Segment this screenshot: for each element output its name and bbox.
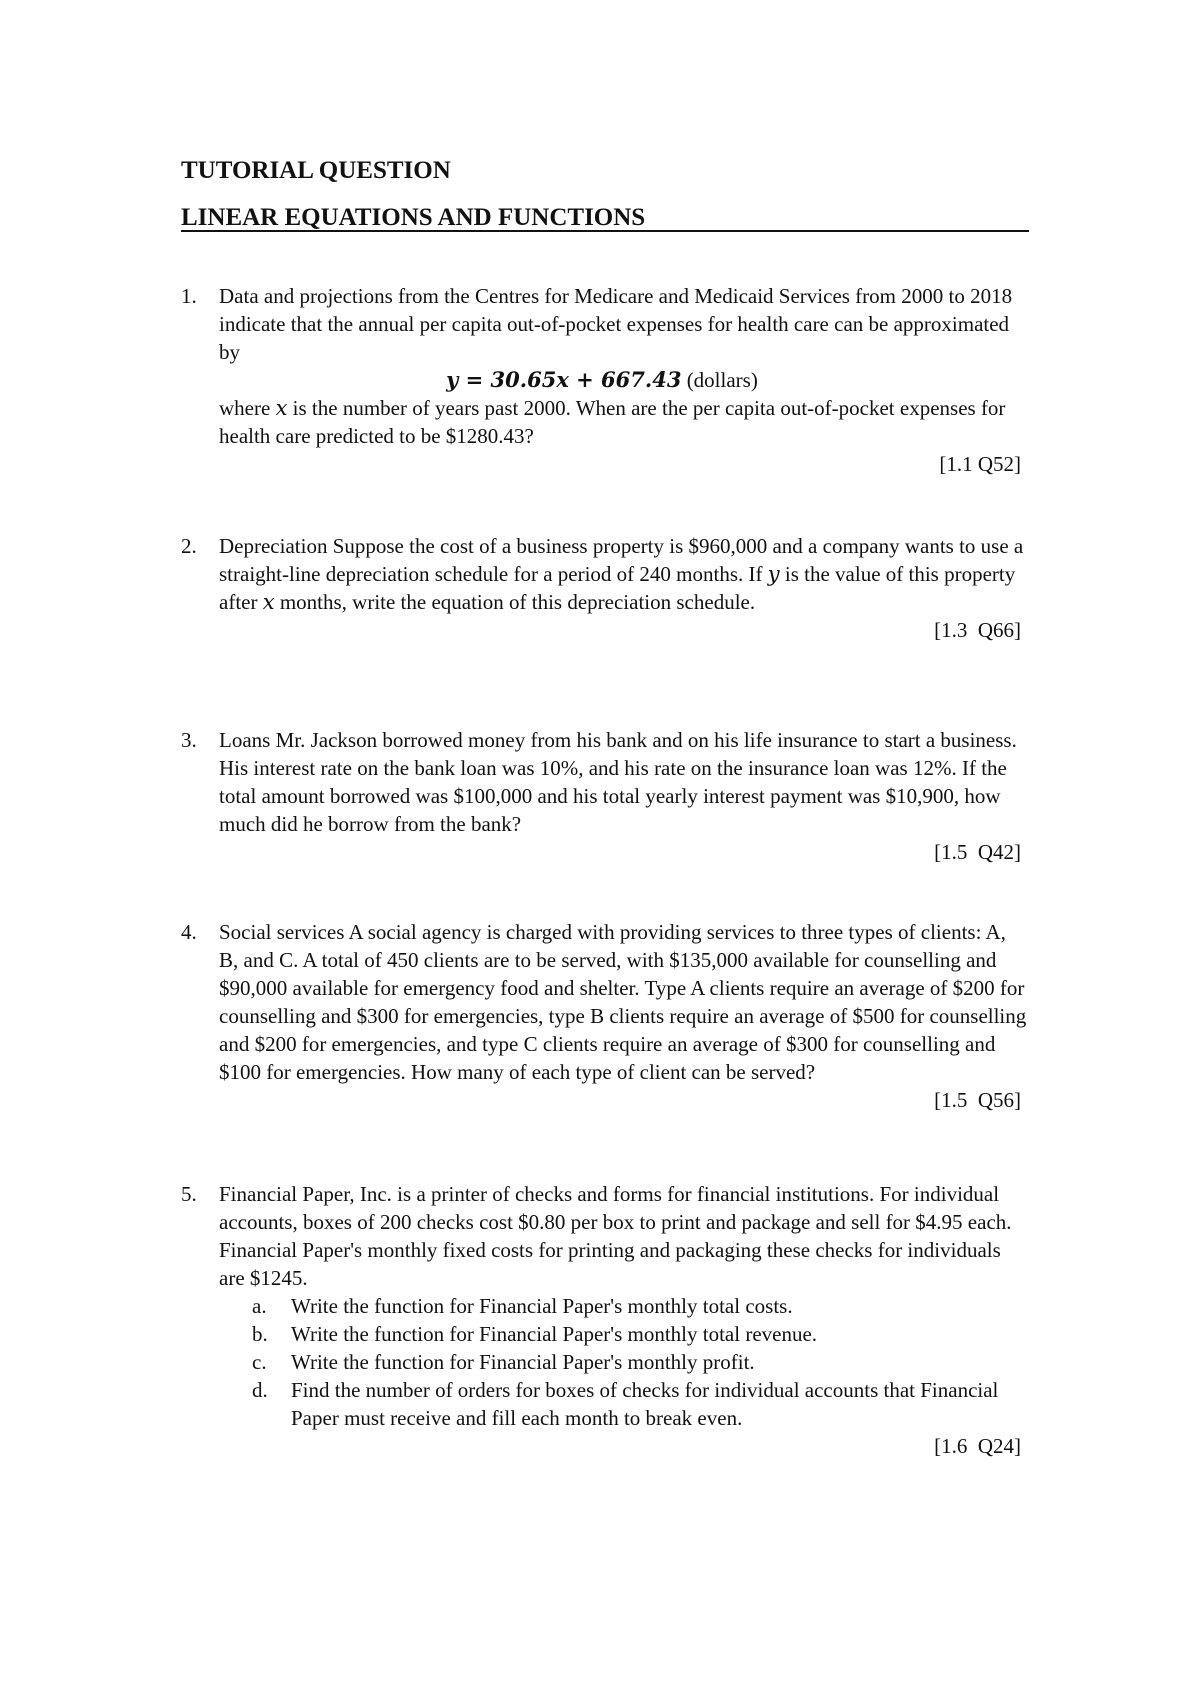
question-number: 3. xyxy=(181,728,197,752)
question-2 xyxy=(181,532,1024,644)
question-text: Data and projections from the Centres for Medicare and Medicaid Services from 2000 to 2018 indicate that the annual per capita out-of-pocket expenses for health care can be approximated by xyxy=(219,284,1013,364)
question-5 xyxy=(181,1180,1021,1460)
question-4 xyxy=(181,918,1027,1114)
equation-unit: (dollars) xyxy=(686,368,758,392)
subquestion-text: Write the function for Financial Paper's monthly profit. xyxy=(291,1350,755,1374)
question-text: Loans Mr. Jackson borrowed money from his bank and on his life insurance to start a business. His interest rate on the bank loan was 10%, and his rate on the insurance loan was 12%. If the total amount borrowed was $100,000 and his total yearly interest payment was $10,900, how much did he borrow from the bank? xyxy=(219,728,1017,836)
question-number: 2. xyxy=(181,534,197,558)
reference-label: [1.5 Q42] xyxy=(934,840,1021,864)
document-header xyxy=(181,156,1029,233)
reference-label: [1.6 Q24] xyxy=(934,1434,1021,1458)
question-number: 5. xyxy=(181,1182,197,1206)
text-fragment: months, write the equation of this depreciation schedule. xyxy=(279,590,756,614)
text-fragment: Depreciation Suppose the cost of a business property is $960,000 and a company wants to use a straight-line depreciation schedule for a period of 240 months. If xyxy=(219,534,1024,586)
equation xyxy=(219,366,1021,394)
subquestion-letter: d. xyxy=(252,1378,268,1402)
reference-label: [1.5 Q56] xyxy=(934,1088,1021,1112)
question-body xyxy=(219,532,1024,644)
document-subtitle: LINEAR EQUATIONS AND FUNCTIONS xyxy=(181,204,646,231)
question-body xyxy=(219,282,1021,478)
subquestion-text: Write the function for Financial Paper's monthly total costs. xyxy=(291,1294,793,1318)
question-number: 1. xyxy=(181,284,197,308)
text-fragment: is the value of this property after xyxy=(219,562,1016,614)
subquestion-d xyxy=(219,1376,1031,1432)
reference-label: [1.1 Q52] xyxy=(939,452,1021,476)
question-body xyxy=(219,726,1021,866)
text-fragment: is the number of years past 2000. When are the per capita out-of-pocket expenses for health care predicted to be $1280.43? xyxy=(219,396,1006,448)
question-text-continued xyxy=(219,394,1009,450)
subquestion-letter: b. xyxy=(252,1322,268,1346)
subquestion-a xyxy=(219,1292,1021,1320)
question-text: Social services A social agency is charged with providing services to three types of clients: A, B, and C. A total of 450 clients are to be served, with $135,000 available for counselling and $90,000 available for emergency food and shelter. Type A clients require an average of $200 for counselling and $300 for emergencies, type B clients require an average of $500 for counselling and $200 for emergencies, and type C clients require an average of $300 for counselling and $100 for emergencies. How many of each type of client can be served? xyxy=(219,920,1027,1084)
subquestion-b xyxy=(219,1320,1021,1348)
question-text xyxy=(219,532,1025,616)
header-underline xyxy=(181,230,1029,232)
reference-label: [1.3 Q66] xyxy=(934,618,1021,642)
question-text: Financial Paper, Inc. is a printer of checks and forms for financial institutions. For individual accounts, boxes of 200 checks cost $0.80 per box to print and package and sell for $4.95 each. Financial Paper's monthly fixed costs for printing and packaging these checks for individuals are $1245. xyxy=(219,1182,1012,1290)
variable-x: x xyxy=(275,396,288,420)
question-1 xyxy=(181,282,1021,478)
text-fragment: where xyxy=(219,396,271,420)
variable-y: y xyxy=(767,562,780,586)
question-body xyxy=(219,918,1027,1114)
question-body xyxy=(219,1180,1021,1460)
subquestion-text: Write the function for Financial Paper's monthly total revenue. xyxy=(291,1322,818,1346)
question-reference xyxy=(219,616,1021,644)
subquestion-text: Find the number of orders for boxes of checks for individual accounts that Financial Paper must receive and fill each month to break even. xyxy=(291,1378,999,1430)
document-title: TUTORIAL QUESTION xyxy=(181,157,451,184)
subquestion-list xyxy=(219,1292,1021,1432)
question-reference xyxy=(219,450,1021,478)
question-3 xyxy=(181,726,1021,866)
question-reference xyxy=(219,1432,1021,1460)
subquestion-letter: c. xyxy=(252,1350,267,1374)
variable-x: x xyxy=(262,590,275,614)
question-reference xyxy=(219,838,1021,866)
subquestion-c xyxy=(219,1348,1021,1376)
equation-formula: y = 30.65x + 667.43 xyxy=(446,367,682,392)
question-number: 4. xyxy=(181,920,197,944)
question-reference xyxy=(219,1086,1021,1114)
subquestion-letter: a. xyxy=(252,1294,267,1318)
